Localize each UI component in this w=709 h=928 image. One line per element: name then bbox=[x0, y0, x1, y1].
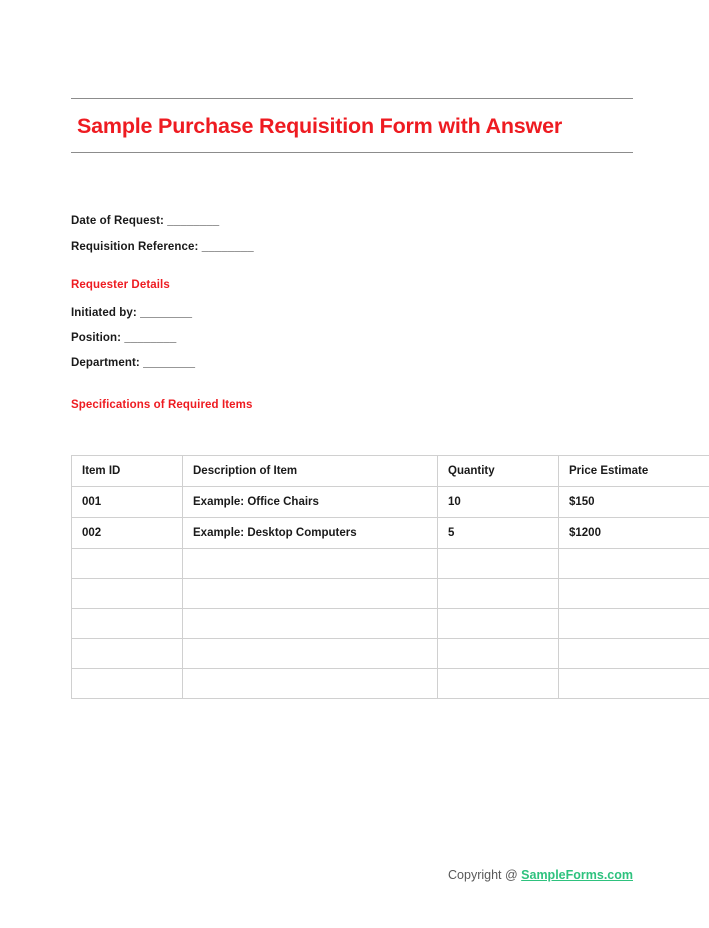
table-header-row bbox=[72, 455, 709, 486]
cell-description: Example: Desktop Computers bbox=[183, 517, 438, 548]
cell-description bbox=[183, 608, 438, 638]
footer-brand-link[interactable]: SampleForms.com bbox=[521, 868, 633, 882]
cell-quantity: 5 bbox=[438, 517, 559, 548]
cell-quantity bbox=[438, 548, 559, 578]
cell-quantity bbox=[438, 638, 559, 668]
cell-item-id bbox=[72, 548, 183, 578]
section-heading-requester-details: Requester Details bbox=[71, 278, 170, 291]
cell-price-estimate bbox=[559, 608, 709, 638]
cell-quantity bbox=[438, 668, 559, 698]
footer bbox=[0, 868, 633, 882]
cell-description bbox=[183, 548, 438, 578]
column-header-quantity: Quantity bbox=[438, 455, 559, 486]
table-row bbox=[72, 517, 709, 548]
column-header-description: Description of Item bbox=[183, 455, 438, 486]
cell-description bbox=[183, 578, 438, 608]
cell-quantity: 10 bbox=[438, 486, 559, 517]
section-heading-specifications: Specifications of Required Items bbox=[71, 398, 253, 411]
table-row bbox=[72, 608, 709, 638]
cell-item-id bbox=[72, 638, 183, 668]
column-header-item-id: Item ID bbox=[72, 455, 183, 486]
items-table bbox=[71, 455, 709, 699]
table-row bbox=[72, 578, 709, 608]
cell-quantity bbox=[438, 578, 559, 608]
cell-item-id: 002 bbox=[72, 517, 183, 548]
cell-price-estimate: $1200 bbox=[559, 517, 709, 548]
cell-item-id bbox=[72, 668, 183, 698]
cell-item-id bbox=[72, 578, 183, 608]
cell-price-estimate bbox=[559, 578, 709, 608]
cell-price-estimate bbox=[559, 548, 709, 578]
cell-price-estimate: $150 bbox=[559, 486, 709, 517]
cell-price-estimate bbox=[559, 638, 709, 668]
table-row bbox=[72, 668, 709, 698]
page-title: Sample Purchase Requisition Form with Answer bbox=[77, 114, 563, 138]
table-row bbox=[72, 486, 709, 517]
cell-quantity bbox=[438, 608, 559, 638]
meta-block bbox=[71, 215, 633, 253]
field-position: Position: ________ bbox=[71, 331, 177, 344]
date-of-request-line: Date of Request: ________ bbox=[71, 214, 220, 227]
cell-description: Example: Office Chairs bbox=[183, 486, 438, 517]
field-department: Department: ________ bbox=[71, 356, 196, 369]
cell-description bbox=[183, 638, 438, 668]
title-divider-bottom bbox=[71, 152, 633, 153]
document-content bbox=[71, 98, 649, 699]
cell-item-id: 001 bbox=[72, 486, 183, 517]
table-row bbox=[72, 548, 709, 578]
requisition-reference-line: Requisition Reference: ________ bbox=[71, 240, 254, 253]
cell-price-estimate bbox=[559, 668, 709, 698]
column-header-price-estimate: Price Estimate bbox=[559, 455, 709, 486]
cell-item-id bbox=[72, 608, 183, 638]
field-initiated-by: Initiated by: ________ bbox=[71, 306, 193, 319]
cell-description bbox=[183, 668, 438, 698]
footer-copyright-text: Copyright @ bbox=[448, 868, 522, 882]
table-row bbox=[72, 638, 709, 668]
